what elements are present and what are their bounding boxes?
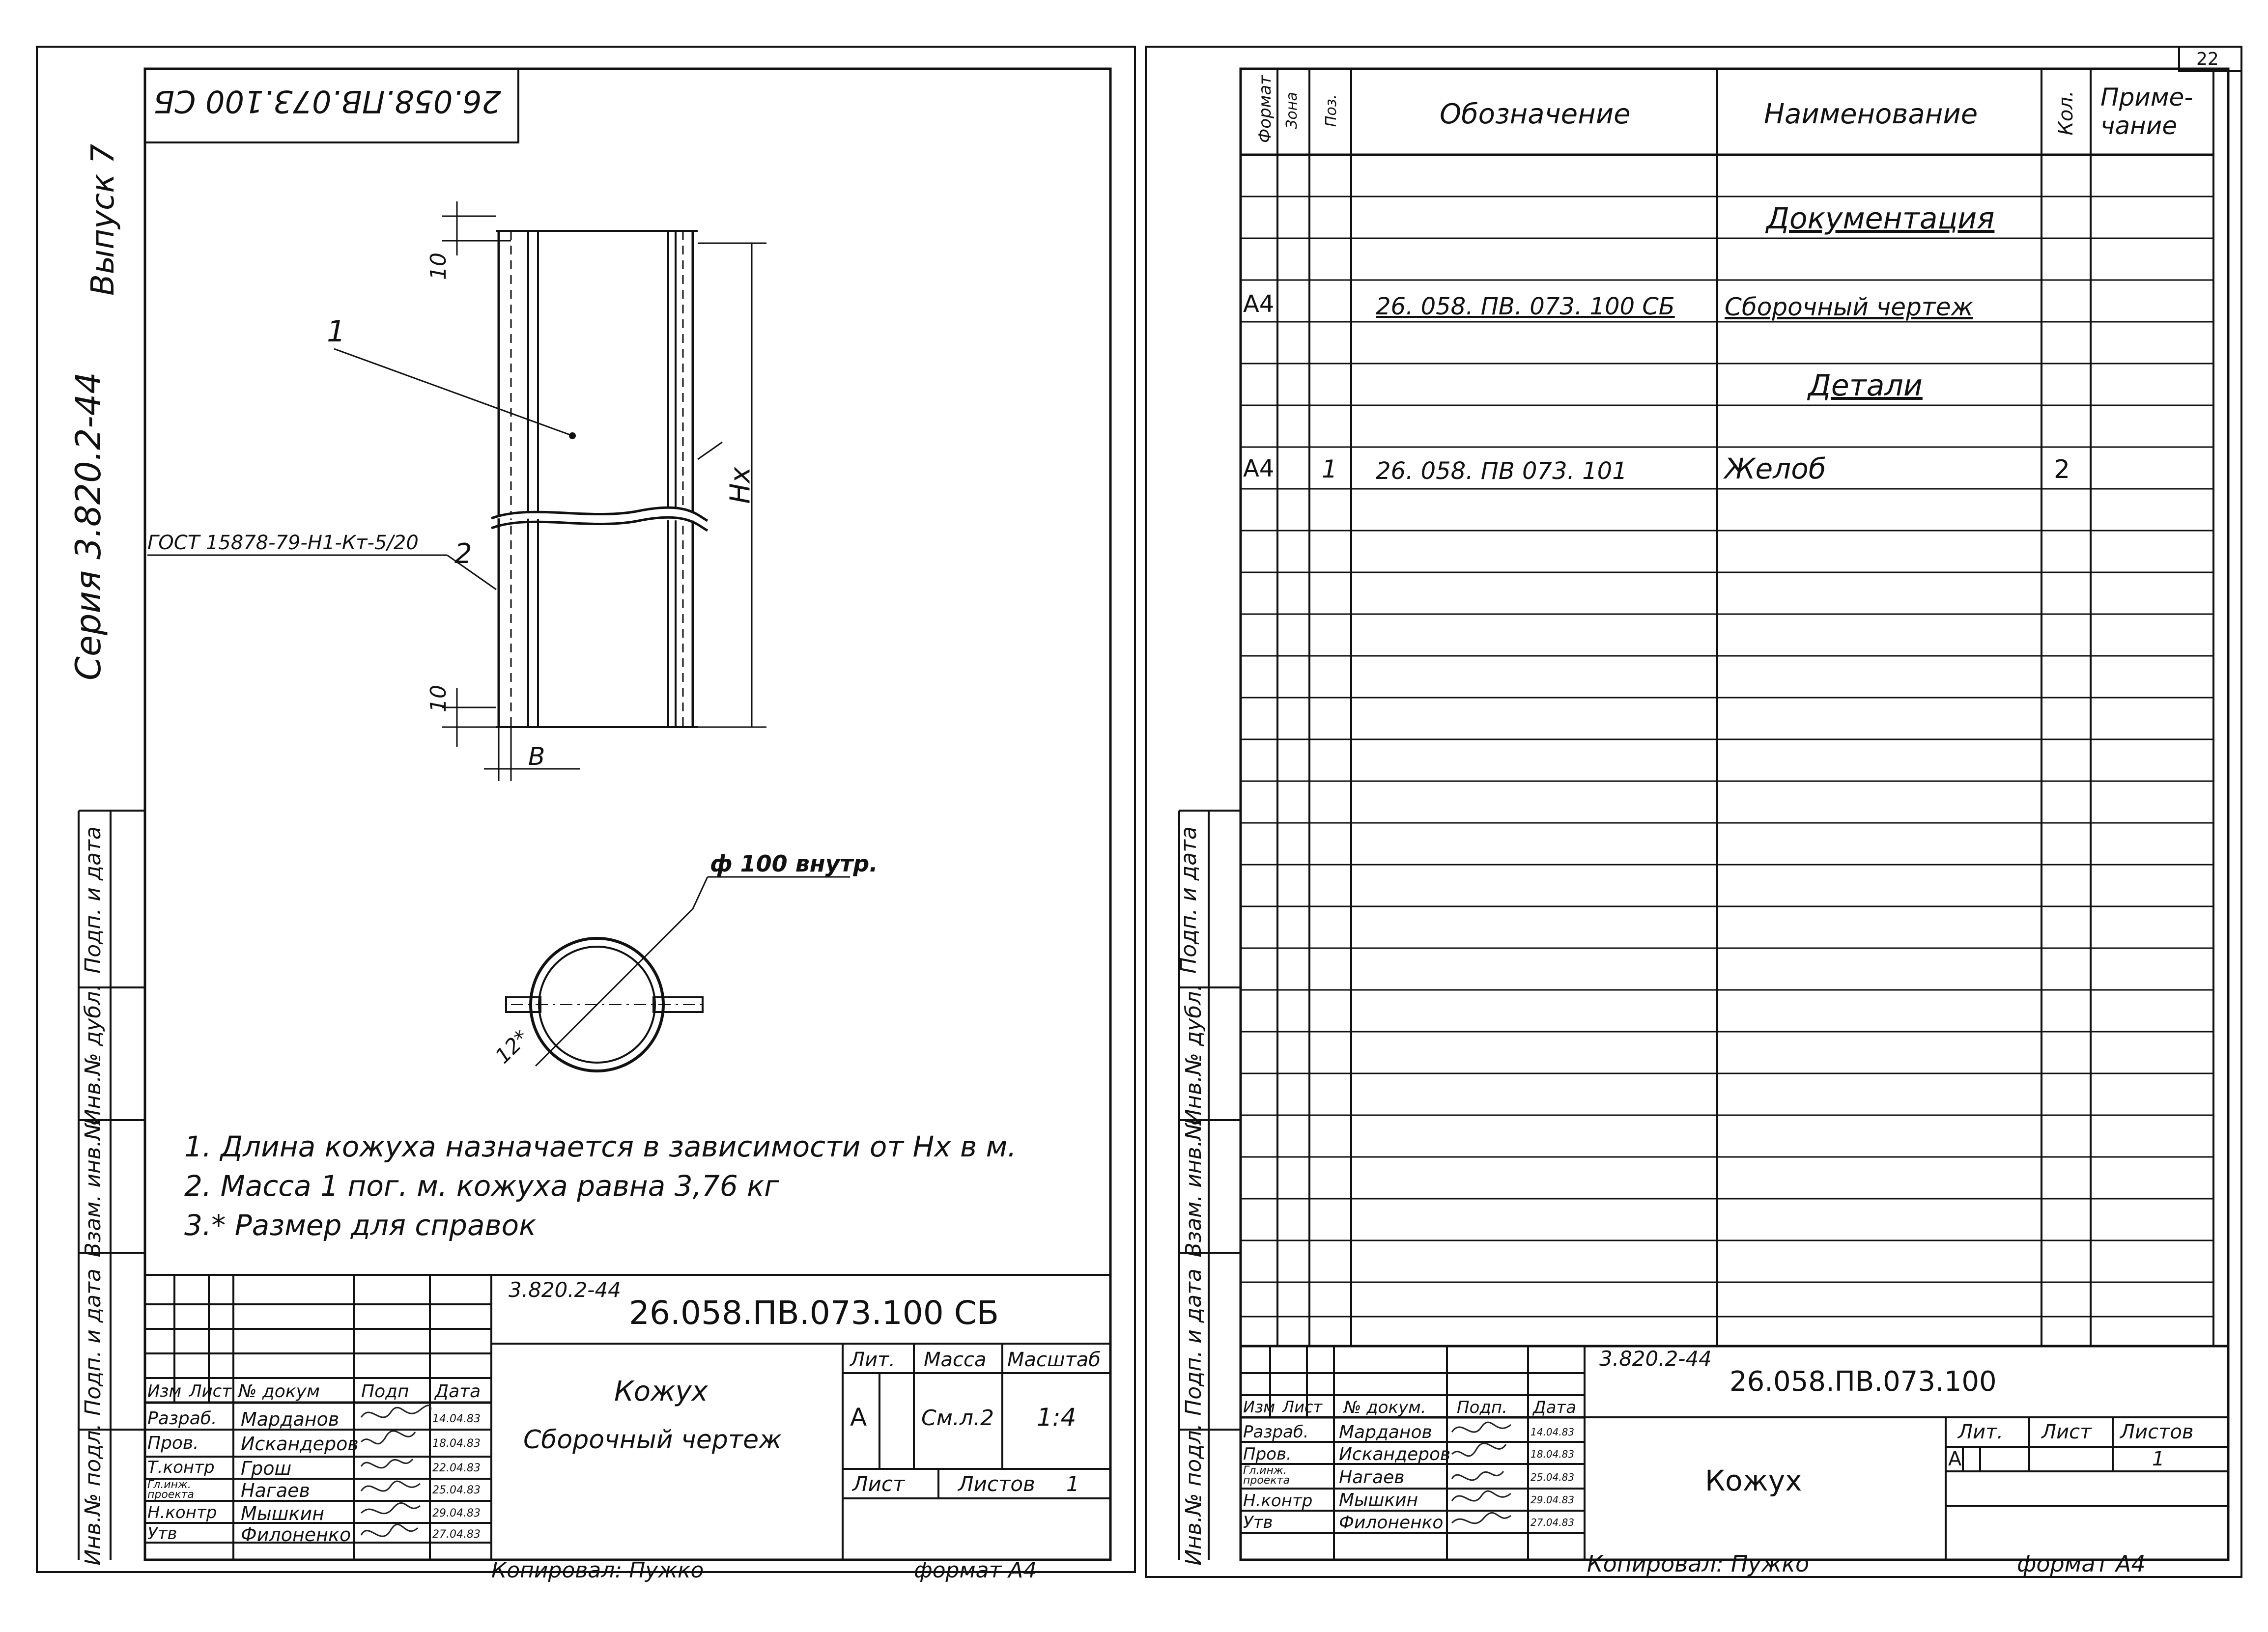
left-tb-masshtab-val: 1:4 bbox=[1037, 1403, 1077, 1432]
section-documentation: Документация bbox=[1766, 201, 1995, 236]
hdr-zone: Зона bbox=[1283, 92, 1301, 129]
left-stamp-1: Подп. и дата bbox=[81, 826, 106, 974]
right-person-3: Мышкин bbox=[1339, 1490, 1418, 1510]
left-role-0: Разраб. bbox=[147, 1408, 217, 1429]
left-role-3: Гл.инж. проекта bbox=[147, 1479, 194, 1501]
left-tb-list: Лист bbox=[852, 1472, 905, 1496]
right-person-4: Филоненко bbox=[1339, 1513, 1444, 1533]
left-format: формат А4 bbox=[914, 1558, 1037, 1583]
right-copied: Копировал: Пужко bbox=[1587, 1550, 1810, 1577]
left-tb-name: Кожух bbox=[614, 1376, 708, 1407]
right-date-2: 25.04.83 bbox=[1531, 1471, 1575, 1483]
right-stamp-4: Подп. и дата bbox=[1181, 1268, 1206, 1416]
right-hdr-list: Лист bbox=[1282, 1398, 1323, 1416]
right-role-4: Утв bbox=[1243, 1513, 1273, 1532]
left-role-2: Т.контр bbox=[147, 1458, 215, 1477]
left-person-3: Нагаев bbox=[241, 1480, 310, 1501]
left-date-5: 27.04.83 bbox=[432, 1528, 481, 1541]
row-0-name: Сборочный чертеж bbox=[1725, 293, 1973, 321]
right-role-0: Разраб. bbox=[1243, 1422, 1309, 1442]
circle-diameter: ф 100 внутр. bbox=[710, 850, 878, 877]
left-tb-listov-val: 1 bbox=[1066, 1472, 1079, 1496]
left-copied: Копировал: Пужко bbox=[491, 1558, 704, 1583]
left-side-series: Серия 3.820.2-44 bbox=[68, 372, 109, 680]
dim-height: Нх bbox=[724, 467, 757, 504]
right-hdr-date: Дата bbox=[1533, 1398, 1577, 1417]
circle-dim: 12* bbox=[490, 1025, 534, 1069]
dim-top: 10 bbox=[426, 253, 451, 280]
right-tb-listov: Листов bbox=[2120, 1421, 2194, 1443]
dim-width: В bbox=[528, 742, 545, 771]
pos-label-1: 1 bbox=[327, 314, 346, 349]
right-tb-list: Лист bbox=[2041, 1421, 2092, 1443]
left-inner-frame bbox=[145, 69, 1110, 1560]
right-tb-series: 3.820.2-44 bbox=[1599, 1347, 1712, 1371]
hdr-pos: Поз. bbox=[1323, 94, 1340, 127]
left-person-0: Марданов bbox=[241, 1408, 340, 1430]
left-tb-lit: Лит. bbox=[850, 1349, 896, 1371]
page-number: 22 bbox=[2196, 49, 2219, 69]
left-date-4: 29.04.83 bbox=[432, 1507, 481, 1519]
left-tb-lit-val: А bbox=[850, 1403, 867, 1432]
right-date-1: 18.04.83 bbox=[1531, 1448, 1575, 1460]
left-tb-listov: Листов bbox=[958, 1472, 1035, 1496]
right-person-0: Марданов bbox=[1339, 1422, 1432, 1442]
right-date-0: 14.04.83 bbox=[1531, 1426, 1575, 1438]
right-date-3: 29.04.83 bbox=[1531, 1494, 1575, 1506]
left-tb-massa: Масса bbox=[924, 1349, 987, 1371]
right-hdr-doc: № докум. bbox=[1344, 1398, 1426, 1417]
right-format: формат А4 bbox=[2017, 1550, 2146, 1577]
right-hdr-izm: Изм bbox=[1243, 1398, 1276, 1416]
row-0-designation: 26. 058. ПВ. 073. 100 СБ bbox=[1376, 293, 1675, 320]
left-role-1: Пров. bbox=[147, 1433, 199, 1453]
left-stamp-5: Инв.№ подл. bbox=[81, 1423, 106, 1566]
left-role-5: Утв bbox=[147, 1524, 177, 1544]
hdr-format: Формат bbox=[1255, 75, 1275, 143]
hdr-designation: Обозначение bbox=[1440, 98, 1631, 130]
left-date-0: 14.04.83 bbox=[432, 1413, 481, 1425]
left-tb-code: 26.058.ПВ.073.100 СБ bbox=[629, 1294, 999, 1332]
right-hdr-podp: Подп. bbox=[1457, 1398, 1507, 1417]
right-tb-lit-val: А bbox=[1948, 1448, 1962, 1470]
left-person-4: Мышкин bbox=[241, 1503, 325, 1524]
row-1-name: Желоб bbox=[1725, 452, 1826, 485]
right-stamp-1: Подп. и дата bbox=[1176, 826, 1201, 974]
left-tb-subname: Сборочный чертеж bbox=[523, 1425, 782, 1455]
hdr-qty: Кол. bbox=[2055, 90, 2077, 136]
left-hdr-doc: № докум bbox=[238, 1381, 320, 1402]
right-person-2: Нагаев bbox=[1339, 1467, 1405, 1488]
right-person-1: Искандеров bbox=[1339, 1444, 1451, 1464]
left-date-3: 25.04.83 bbox=[432, 1484, 481, 1496]
right-role-1: Пров. bbox=[1243, 1444, 1292, 1464]
right-role-2: Гл.инж. проекта bbox=[1243, 1464, 1290, 1487]
left-person-2: Грош bbox=[241, 1458, 292, 1479]
left-side-issue: Выпуск 7 bbox=[85, 143, 121, 296]
left-tb-massa-val: См.л.2 bbox=[921, 1406, 994, 1431]
right-date-4: 27.04.83 bbox=[1531, 1517, 1575, 1528]
note-3: 3.* Размер для справок bbox=[184, 1209, 537, 1242]
pos-label-2: 2 bbox=[454, 538, 472, 570]
left-hdr-izm: Изм bbox=[147, 1381, 182, 1401]
row-0-format: А4 bbox=[1243, 290, 1275, 318]
right-stamp-5: Инв.№ подл. bbox=[1181, 1423, 1206, 1566]
right-tb-lit: Лит. bbox=[1958, 1421, 2004, 1443]
row-1-designation: 26. 058. ПВ 073. 101 bbox=[1376, 457, 1627, 485]
left-hdr-list: Лист bbox=[189, 1381, 232, 1401]
left-date-1: 18.04.83 bbox=[432, 1437, 481, 1450]
gost-label: ГОСТ 15878-79-Н1-Кт-5/20 bbox=[147, 532, 419, 554]
left-person-5: Филоненко bbox=[241, 1524, 351, 1546]
right-stamp-3: Взам. инв.№ bbox=[1181, 1117, 1206, 1258]
note-2: 2. Масса 1 пог. м. кожуха равна 3,76 кг bbox=[184, 1169, 779, 1203]
right-role-3: Н.контр bbox=[1243, 1491, 1313, 1511]
right-tb-listov-val: 1 bbox=[2152, 1448, 2165, 1470]
right-tb-code: 26.058.ПВ.073.100 bbox=[1729, 1366, 1997, 1398]
dim-bottom: 10 bbox=[426, 685, 451, 712]
hdr-name: Наименование bbox=[1764, 98, 1978, 130]
left-rotated-code: 26.058.ПВ.073.100 СБ bbox=[153, 84, 501, 119]
left-hdr-podp: Подп bbox=[361, 1381, 409, 1402]
left-tb-masshtab: Масштаб bbox=[1007, 1349, 1101, 1371]
left-role-4: Н.контр bbox=[147, 1503, 217, 1522]
left-date-2: 22.04.83 bbox=[432, 1462, 481, 1474]
right-tb-name: Кожух bbox=[1705, 1464, 1802, 1497]
left-stamp-3: Взам. инв.№ bbox=[81, 1117, 106, 1258]
hdr-note: Приме-чание bbox=[2100, 83, 2193, 140]
left-stamp-2: Инв.№ дубл. bbox=[81, 984, 106, 1126]
spec-row-lines bbox=[1241, 197, 2213, 1317]
note-1: 1. Длина кожуха назначается в зависимости от Нх в м. bbox=[184, 1130, 1017, 1163]
row-1-format: А4 bbox=[1243, 455, 1275, 482]
left-person-1: Искандеров bbox=[241, 1433, 359, 1455]
section-details: Детали bbox=[1808, 368, 1923, 403]
right-stamp-2: Инв.№ дубл. bbox=[1181, 984, 1206, 1126]
left-tb-series: 3.820.2-44 bbox=[509, 1278, 621, 1302]
left-hdr-date: Дата bbox=[435, 1381, 481, 1402]
left-stamp-4: Подп. и дата bbox=[81, 1268, 106, 1416]
row-1-qty: 2 bbox=[2054, 455, 2070, 484]
row-1-pos: 1 bbox=[1322, 455, 1337, 483]
